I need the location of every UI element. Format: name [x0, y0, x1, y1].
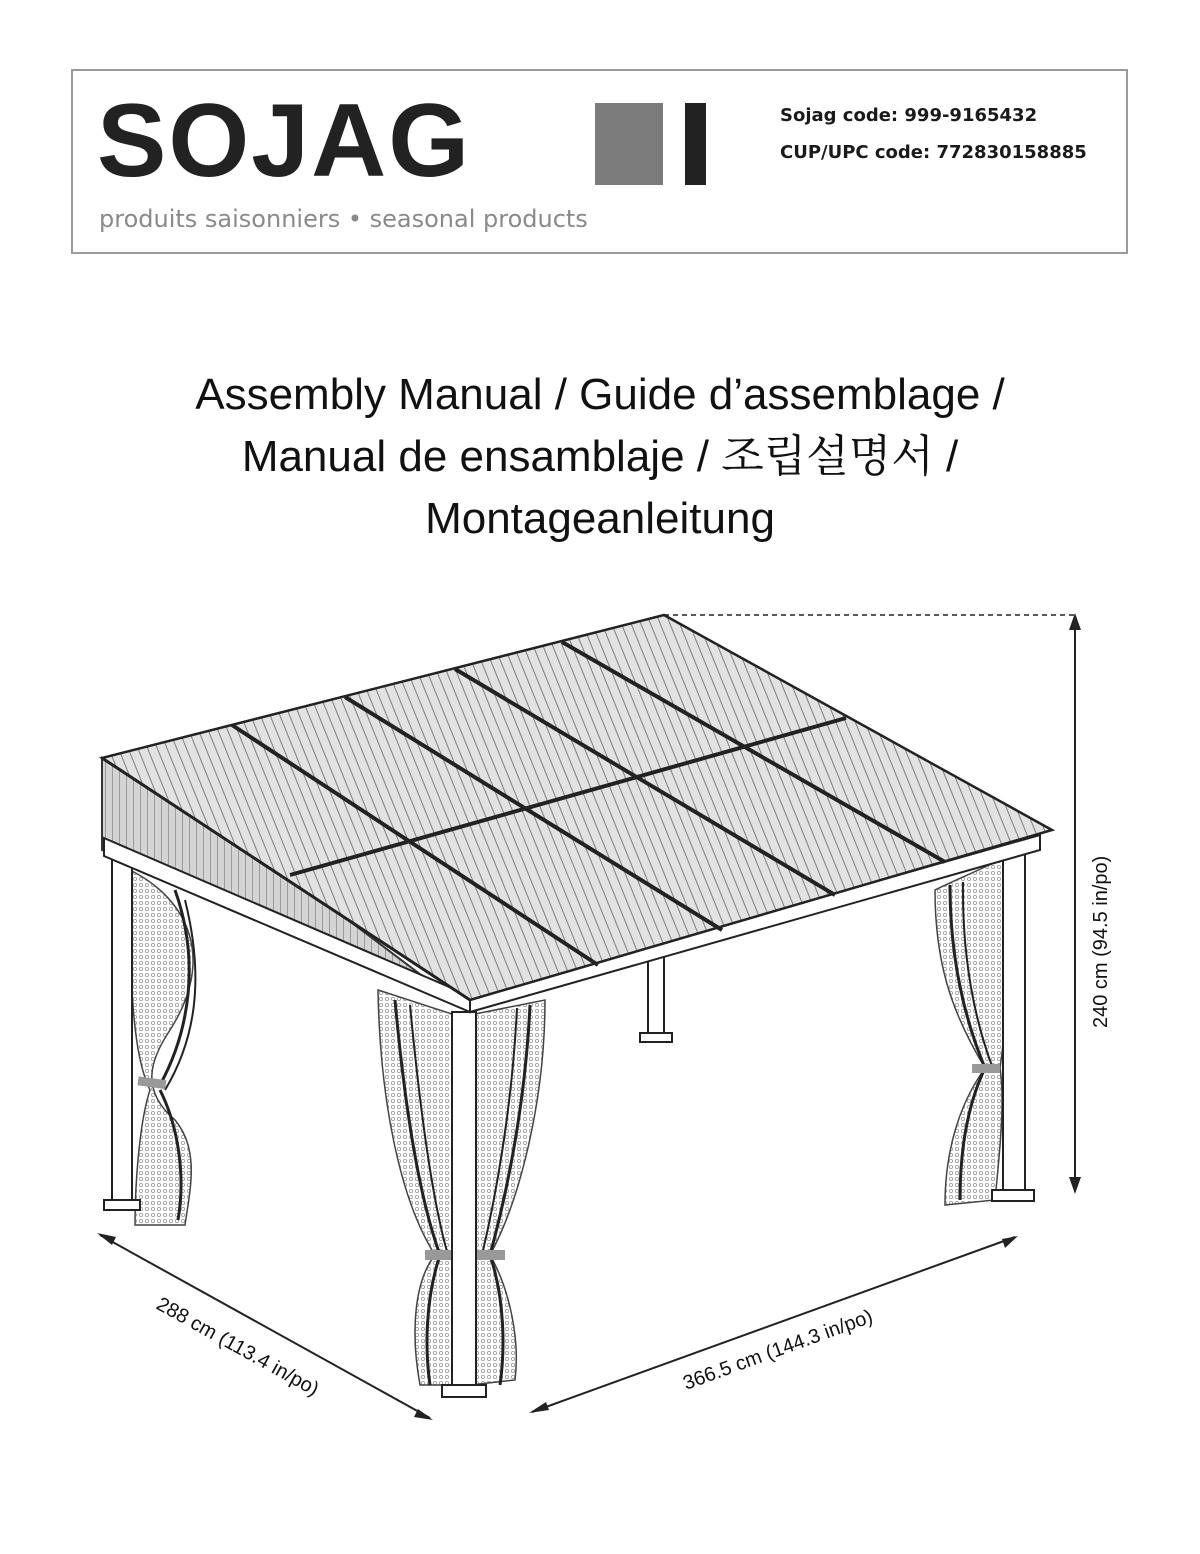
depth-dimension: [97, 1233, 433, 1420]
page-title: [0, 364, 1200, 550]
logo-square-mark: [595, 103, 663, 185]
curtain-front-left: [130, 870, 195, 1225]
header-box: [71, 69, 1128, 254]
title-line-3: Montageanleitung: [425, 494, 775, 543]
curtain-right: [935, 855, 1010, 1205]
product-codes: [780, 97, 1087, 171]
roof-panels: [102, 615, 1052, 1000]
width-dimension: [529, 1236, 1018, 1413]
tagline: produits saisonniers • seasonal products: [99, 205, 588, 233]
logo-bar-mark: [685, 103, 706, 185]
back-post: [640, 955, 672, 1042]
depth-label: 288 cm (113.4 in/po): [152, 1293, 323, 1401]
title-line-2: Manual de ensamblaje / 조립설명서 /: [241, 432, 959, 481]
height-label: 240 cm (94.5 in/po): [1090, 855, 1112, 1028]
gazebo-illustration: [0, 580, 1200, 1554]
width-label: 366.5 cm (144.3 in/po): [680, 1305, 876, 1395]
upc-code: CUP/UPC code: 772830158885: [780, 142, 1087, 163]
sojag-code: Sojag code: 999-9165432: [780, 105, 1038, 126]
title-line-1: Assembly Manual / Guide d’assemblage /: [195, 370, 1005, 419]
brand-logo: SOJAG: [97, 83, 472, 199]
